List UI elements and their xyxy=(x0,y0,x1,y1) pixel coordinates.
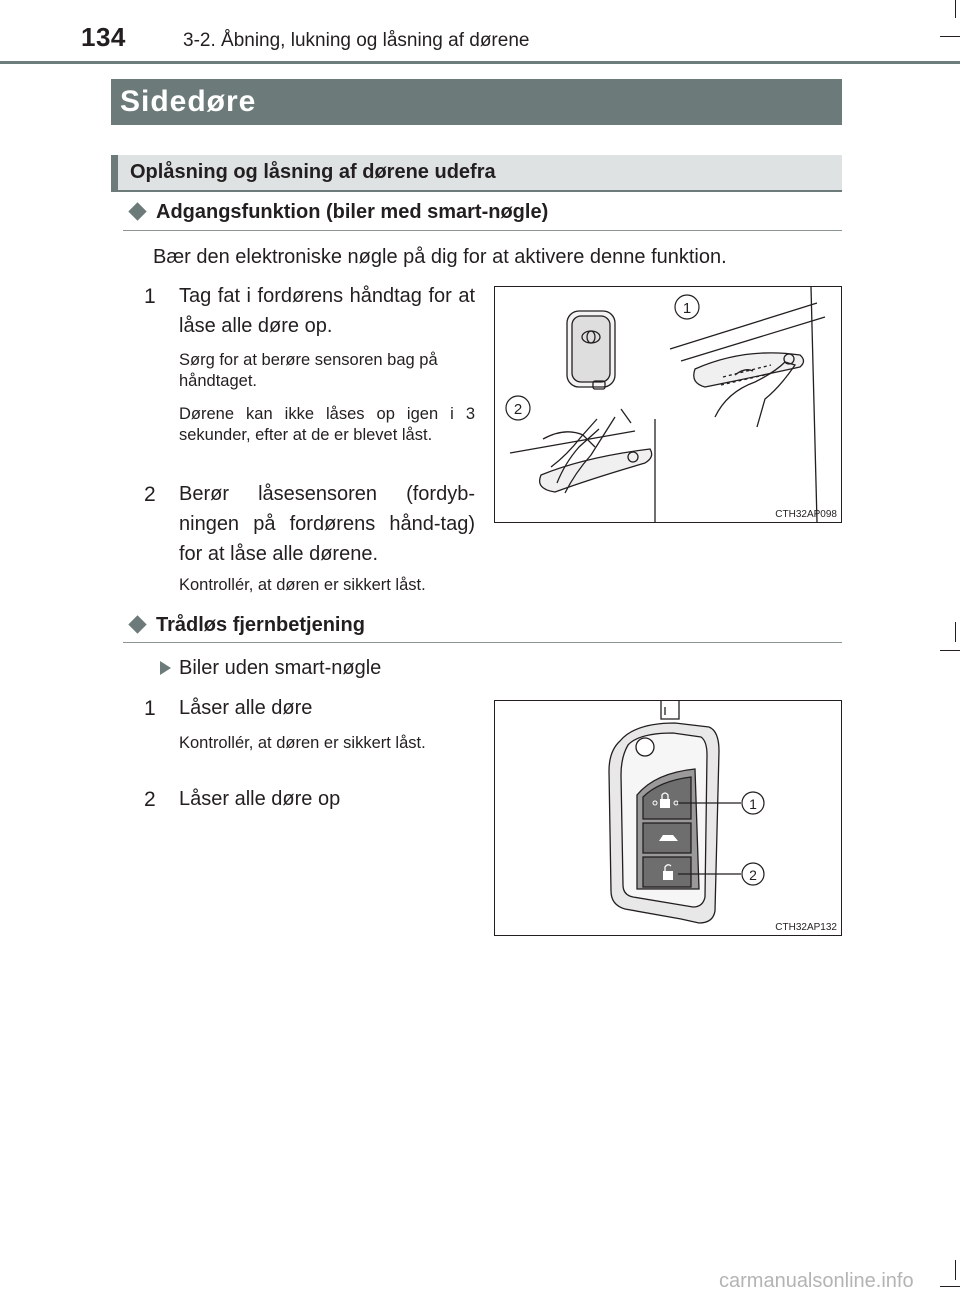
figure-callout: 1 xyxy=(682,300,692,317)
wireless-remote-heading: Trådløs fjernbetjening xyxy=(156,614,365,636)
step-number-badge: 2 xyxy=(144,788,156,811)
step-number-badge: 1 xyxy=(144,285,156,308)
crop-mark xyxy=(940,650,960,651)
figure-callout: 2 xyxy=(513,401,523,418)
step-number-badge: 1 xyxy=(144,697,156,720)
crop-mark xyxy=(940,36,960,37)
step-note: Kontrollér, at døren er sikkert låst. xyxy=(179,734,426,752)
figure-code: CTH32AP098 xyxy=(775,509,837,520)
running-head: 3-2. Åbning, lukning og låsning af dørene xyxy=(183,30,530,51)
subsection-title: Oplåsning og låsning af dørene udefra xyxy=(130,161,496,183)
section-banner xyxy=(111,79,842,125)
figure-code: CTH32AP132 xyxy=(775,922,837,933)
figure-callout: 1 xyxy=(749,796,757,812)
heading-rule xyxy=(123,642,842,643)
crop-mark xyxy=(955,0,956,18)
step-text: Berør låsesensoren (fordyb-ningen på fordørens hånd-tag) for at låse alle dørene. xyxy=(179,483,475,565)
step-note: Sørg for at berøre sensoren bag på håndtaget. xyxy=(179,351,438,390)
figure-callout: 2 xyxy=(749,867,757,883)
subsection-banner xyxy=(111,155,842,192)
header-rule xyxy=(0,61,960,64)
door-handle-drawing xyxy=(495,287,841,522)
page-number: 134 xyxy=(81,22,126,52)
triangle-bullet-icon xyxy=(160,661,171,675)
subsection-accent-bar xyxy=(111,155,118,190)
step-text: Tag fat i fordørens håndtag for at låse alle døre op. xyxy=(179,285,475,337)
diamond-bullet-icon xyxy=(128,202,146,220)
step-text: Låser alle døre op xyxy=(179,788,341,810)
heading-rule xyxy=(123,230,842,231)
step-number-badge: 2 xyxy=(144,483,156,506)
watermark: carmanualsonline.info xyxy=(719,1270,914,1292)
remote-key-drawing xyxy=(495,701,841,935)
section-title: Sidedøre xyxy=(120,85,257,118)
access-function-intro: Bær den elektroniske nøgle på dig for at aktivere denne funktion. xyxy=(153,246,727,268)
diamond-bullet-icon xyxy=(128,615,146,633)
crop-mark xyxy=(955,622,956,642)
access-function-heading: Adgangsfunktion (biler med smart-nøgle) xyxy=(156,201,549,223)
step-text: Låser alle døre xyxy=(179,697,313,719)
step-note: Kontrollér, at døren er sikkert låst. xyxy=(179,576,426,594)
wireless-remote-key-illustration xyxy=(494,700,842,936)
crop-mark xyxy=(955,1260,956,1280)
smart-key-door-handle-illustration xyxy=(494,286,842,523)
step-note: Dørene kan ikke låses op igen i 3 sekunder, efter at de er blevet låst. xyxy=(179,405,475,444)
crop-mark xyxy=(940,1286,960,1287)
sub-item-label: Biler uden smart-nøgle xyxy=(179,657,382,679)
